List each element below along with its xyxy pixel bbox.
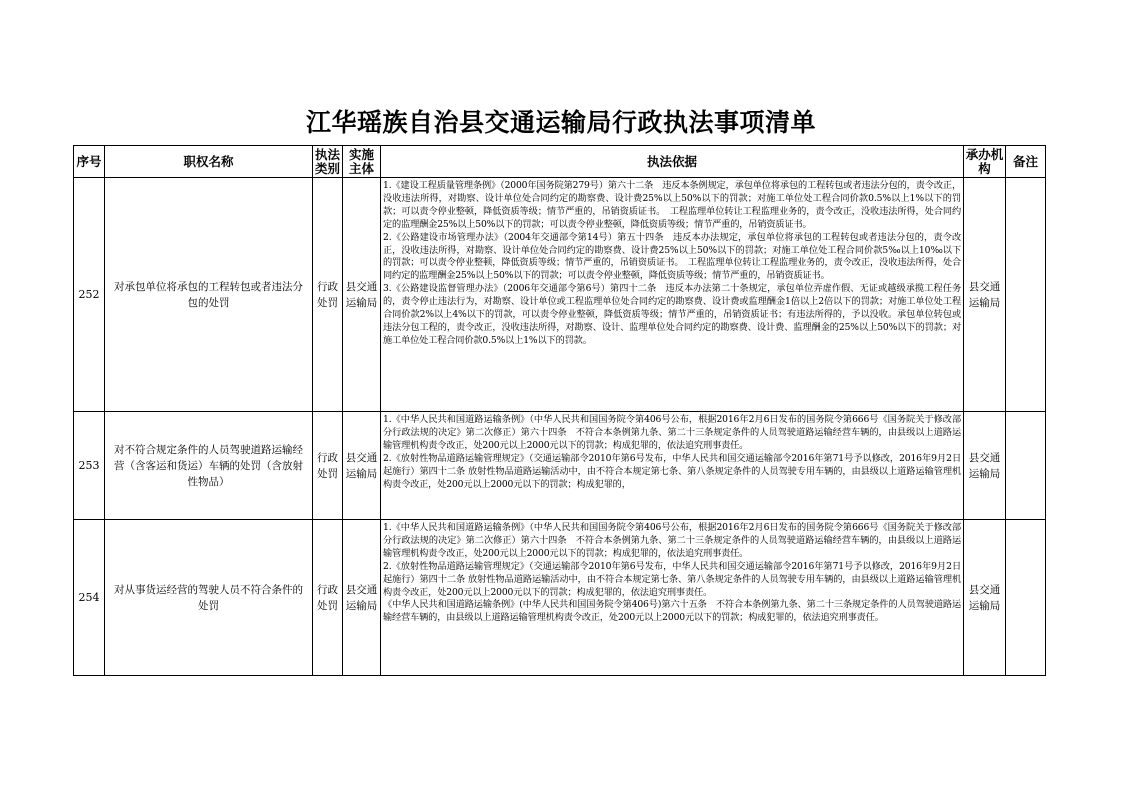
implementing-subject: 县交通运输局 — [343, 520, 381, 676]
basis-clause: 1.《中华人民共和国道路运输条例》（中华人民共和国国务院令第406号公布，根据2016年2月6日发布的国务院令第666号《国务院关于修改部分行政法规的决定》第二次修正）第六十四条 不符合本条例第九条、第二十三条规定条件的人员驾驶道路运输经营车辆的，由县级以上道路运输管理机构责令改正，处200元以上2000元以下的罚款；构成犯罪的，依法追究刑事责任。 — [383, 522, 961, 559]
power-name: 对不符合规定条件的人员驾驶道路运输经营（含客运和货运）车辆的处罚（含放射性物品） — [105, 412, 313, 520]
legal-basis — [381, 520, 964, 676]
implementing-subject: 县交通运输局 — [343, 178, 381, 412]
handling-department: 县交通运输局 — [964, 178, 1006, 412]
header-type: 执法类别 — [313, 146, 343, 178]
power-name: 对承包单位将承包的工程转包或者违法分包的处罚 — [105, 178, 313, 412]
header-note: 备注 — [1006, 146, 1046, 178]
header-dept: 承办机构 — [964, 146, 1006, 178]
handling-department: 县交通运输局 — [964, 412, 1006, 520]
table-row — [74, 520, 1046, 676]
remarks — [1006, 520, 1046, 676]
power-name: 对从事货运经营的驾驶人员不符合条件的处罚 — [105, 520, 313, 676]
legal-basis — [381, 412, 964, 520]
remarks — [1006, 178, 1046, 412]
basis-clause: 2.《公路建设市场管理办法》（2004年交通部令第14号）第五十四条 违反本办法规定，承包单位将承包的工程转包或者违法分包的，责令改正，没收违法所得，对勘察、设计单位处合同约定的勘察费、设计费25%以上50%以下的罚款；对施工单位处工程合同价款5‰以上10‰以下的罚款；可以责令停业整顿，降低资质等级；情节严重的，吊销资质证书。 工程监理单位转让工程监理业务的，责令改正，没收违法所得，处合同约定的监理酬金25%以上50%以下的罚款；可以责令停业整顿，降低资质等级；情节严重的，吊销资质证书。 — [383, 231, 961, 282]
row-number: 254 — [74, 520, 105, 676]
legal-basis — [381, 178, 964, 412]
basis-clause: 3.《公路建设监督管理办法》（2006年交通部令第6号）第四十二条 违反本办法第二十条规定，承包单位弄虚作假、无证或越级承揽工程任务的，责令停止违法行为，对勘察、设计单位或工程监理单位处合同约定的勘察费、设计费或监理酬金1倍以上2倍以下的罚款；对施工单位处工程合同价款2%以上4%以下的罚款，可以责令停业整顿，降低资质等级；情节严重的，吊销资质证书；有违法所得的，予以没收。承包单位转包或违法分包工程的，责令改正，没收违法所得，对勘察、设计、监理单位处合同约定的勘察费、设计费、监理酬金的25%以上50%以下的罚款；对施工单位处工程合同价款0.5%以上1%以下的罚款。 — [383, 283, 961, 346]
row-number: 253 — [74, 412, 105, 520]
implementing-subject: 县交通运输局 — [343, 412, 381, 520]
remarks — [1006, 412, 1046, 520]
enforcement-type: 行政处罚 — [313, 520, 343, 676]
basis-clause: 《中华人民共和国道路运输条例》(中华人民共和国国务院令第406号)第六十五条 不符合本条例第九条、第二十三条规定条件的人员驾驶道路运输经营车辆的，由县级以上道路运输管理机构责令改正，处200元以上2000元以下的罚款；构成犯罪的，依法追究刑事责任。 — [383, 599, 961, 624]
basis-clause: 1.《建设工程质量管理条例》（2000年国务院第279号）第六十二条 违反本条例规定，承包单位将承包的工程转包或者违法分包的，责令改正，没收违法所得，对勘察、设计单位处合同约定的勘察费、设计费25%以上50%以下的罚款；对施工单位处工程合同价款0.5%以上1%以下的罚款；可以责令停业整顿，降低资质等级；情节严重的，吊销资质证书。 工程监理单位转让工程监理业务的，责令改正，没收违法所得，处合同约定的监理酬金25%以上50%以下的罚款；可以责令停业整顿，降低资质等级；情节严重的，吊销资质证书。 — [383, 180, 961, 230]
header-name: 职权名称 — [105, 146, 313, 178]
basis-clause: 2.《放射性物品道路运输管理规定》（交通运输部令2010年第6号发布，中华人民共和国交通运输部令2016年第71号予以修改，2016年9月2日起施行）第四十二条 放射性物品道路运输活动中，由不符合本规定第七条、第八条规定条件的人员驾驶专用车辆的，由县级以上道路运输管理机构责令改正，处200元以上2000元以下的罚款；构成犯罪的， — [383, 452, 961, 490]
handling-department: 县交通运输局 — [964, 520, 1006, 676]
table-header-row — [74, 146, 1046, 178]
header-basis: 执法依据 — [381, 146, 964, 178]
table-row — [74, 178, 1046, 412]
enforcement-type: 行政处罚 — [313, 412, 343, 520]
enforcement-items-table — [73, 145, 1046, 676]
row-number: 252 — [74, 178, 105, 412]
table-row — [74, 412, 1046, 520]
basis-clause: 1.《中华人民共和国道路运输条例》（中华人民共和国国务院令第406号公布，根据2016年2月6日发布的国务院令第666号《国务院关于修改部分行政法规的决定》第二次修正）第六十四条 不符合本条例第九条、第二十三条规定条件的人员驾驶道路运输经营车辆的，由县级以上道路运输管理机构责令改正，处200元以上2000元以下的罚款；构成犯罪的，依法追究刑事责任。 — [383, 414, 961, 451]
header-no: 序号 — [74, 146, 105, 178]
enforcement-type: 行政处罚 — [313, 178, 343, 412]
page-title: 江华瑶族自治县交通运输局行政执法事项清单 — [305, 108, 816, 137]
header-subject: 实施主体 — [343, 146, 381, 178]
basis-clause: 2.《放射性物品道路运输管理规定》（交通运输部令2010年第6号发布，中华人民共和国交通运输部令2016年第71号予以修改，2016年9月2日起施行）第四十二条 放射性物品道路运输活动中，由不符合本规定第七条、第八条规定条件的人员驾驶专用车辆的，由县级以上道路运输管理机构责令改正，处200元以上2000元以下的罚款；构成犯罪的，依法追究刑事责任。 — [383, 560, 961, 598]
